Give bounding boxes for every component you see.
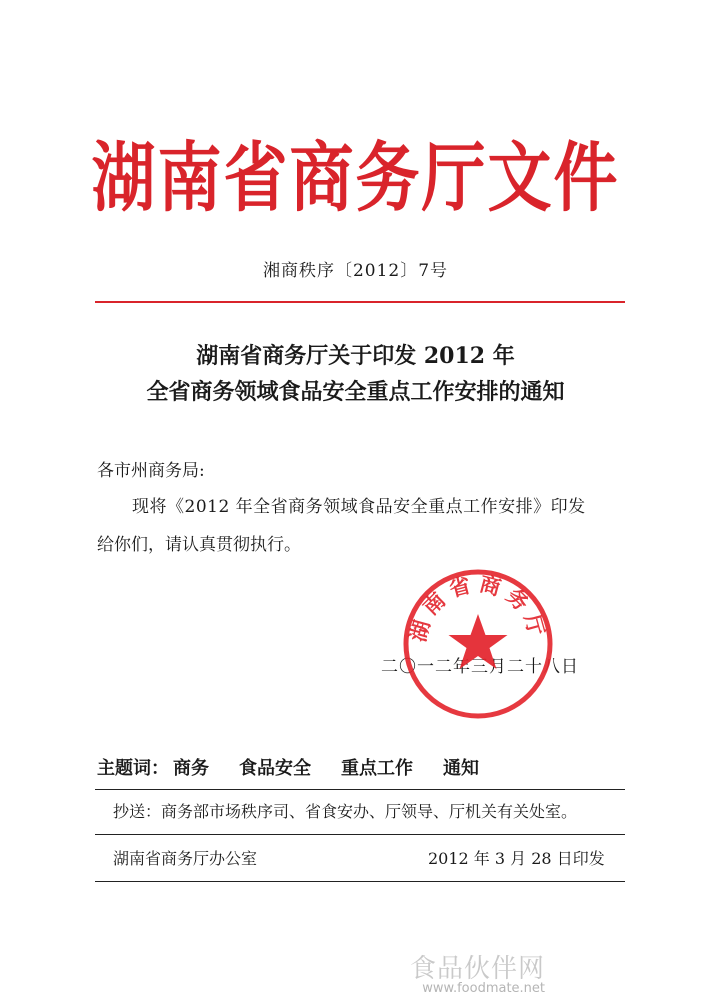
issuing-office: 湖南省商务厅办公室 bbox=[113, 849, 258, 868]
recipient: 各市州商务局: bbox=[97, 461, 205, 481]
keywords-label: 主题词： bbox=[97, 758, 169, 779]
watermark-url: www.foodmate.net bbox=[422, 981, 546, 996]
official-seal bbox=[402, 568, 554, 720]
body-paragraph-line-2: 给你们，请认真贯彻执行。 bbox=[97, 535, 301, 555]
red-divider bbox=[95, 301, 625, 303]
seal-text: 湖南省商务厅 bbox=[405, 571, 551, 645]
notice-title-line-2: 全省商务领域食品安全重点工作安排的通知 bbox=[146, 379, 565, 405]
body-paragraph-line-1: 现将《2012 年全省商务领域食品安全重点工作安排》印发 bbox=[132, 497, 586, 517]
watermark bbox=[410, 948, 545, 996]
watermark-text: 食品伙伴网 bbox=[410, 954, 546, 984]
notice-title-line-1: 湖南省商务厅关于印发 2012 年 bbox=[196, 343, 515, 369]
document-number: 湘商秩序〔2012〕7号 bbox=[262, 261, 449, 281]
signature-date: 二〇一二年三月二十八日 bbox=[381, 657, 579, 677]
footer-rule-bottom bbox=[95, 881, 625, 882]
keyword-item: 通知 bbox=[443, 758, 479, 779]
issue-date: 2012 年 3 月 28 日印发 bbox=[428, 849, 605, 868]
keyword-item: 商务 bbox=[173, 758, 209, 779]
seal-star-icon bbox=[449, 614, 508, 669]
keywords-row bbox=[97, 754, 509, 780]
keyword-item: 食品安全 bbox=[239, 758, 311, 779]
footer-rule-middle bbox=[95, 834, 625, 835]
document-header-title: 湖南省商务厅文件 bbox=[91, 135, 620, 224]
cc-list: 抄送：商务部市场秩序司、省食安办、厅领导、厅机关有关处室。 bbox=[113, 802, 578, 821]
footer-rule-top bbox=[95, 789, 625, 790]
keyword-item: 重点工作 bbox=[341, 758, 413, 779]
